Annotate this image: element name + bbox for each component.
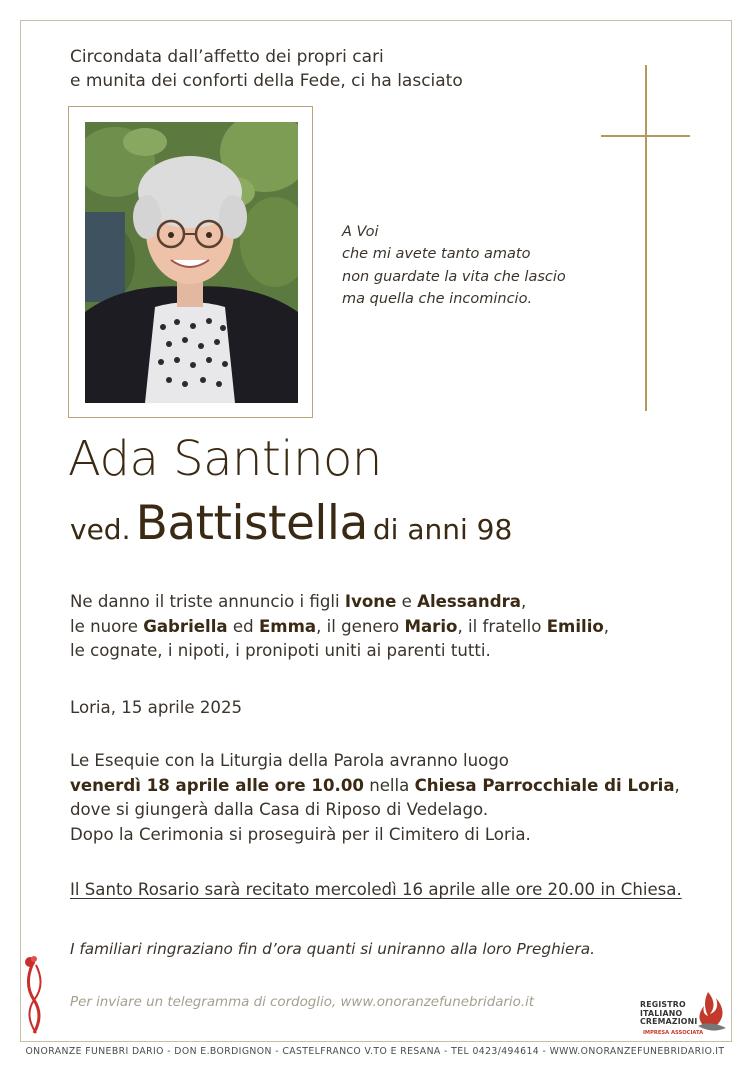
- logo-line-2: ITALIANO: [640, 1008, 683, 1018]
- text: ,: [603, 616, 610, 636]
- church-name: Chiesa Parrocchiale di Loria: [414, 775, 675, 795]
- relative-name: Gabriella: [143, 616, 228, 636]
- announcement: [70, 590, 609, 664]
- announcement-line-2: [70, 615, 609, 640]
- child-name: Alessandra: [417, 592, 521, 611]
- place-date: Loria, 15 aprile 2025: [70, 698, 243, 717]
- poem-line-2: che mi avete tanto amato: [342, 246, 531, 263]
- text: ,: [674, 775, 680, 795]
- text: nella: [363, 775, 415, 795]
- portrait-photo: [85, 122, 298, 403]
- cross-vertical: [645, 65, 647, 411]
- cross-horizontal: [601, 135, 690, 137]
- text: le nuore: [70, 616, 144, 636]
- married-name-line: [70, 496, 512, 551]
- logo-text: [640, 1001, 697, 1027]
- funeral-line-2: [70, 774, 680, 799]
- married-name: Battistella: [135, 496, 368, 551]
- intro-line-1: Circondata dall’affetto dei propri cari: [70, 47, 384, 67]
- relative-name: Mario: [404, 616, 458, 636]
- age-text: di anni 98: [372, 513, 513, 546]
- poem: [342, 221, 566, 310]
- logo-subtitle: IMPRESA ASSOCIATA: [643, 1030, 704, 1036]
- cremation-registry-logo: [640, 990, 732, 1038]
- announcement-line-1: [70, 590, 609, 615]
- funeral-line-4: Dopo la Cerimonia si proseguirà per il Cimitero di Loria.: [70, 824, 531, 844]
- funeral-details: [70, 749, 680, 847]
- funeral-datetime: venerdì 18 aprile alle ore 10.00: [70, 775, 364, 795]
- footer-contact: ONORANZE FUNEBRI DARIO - DON E.BORDIGNON - CASTELFRANCO V.TO E RESANA - TEL 0423/494614 - WWW.ONORANZEFUNEBRIDARIO.IT: [25, 1046, 725, 1057]
- intro-line-2: e munita dei conforti della Fede, ci ha lasciato: [70, 71, 463, 91]
- funeral-line-3: dove si giungerà dalla Casa di Riposo di Vedelago.: [70, 800, 489, 819]
- poem-line-4: ma quella che incomincio.: [342, 290, 533, 307]
- text: e: [396, 592, 418, 611]
- deceased-name: Ada Santinon: [68, 431, 382, 487]
- ved-prefix: ved.: [70, 513, 131, 546]
- relative-name: Emma: [258, 616, 317, 636]
- telegram-text: Per inviare un telegramma di cordoglio, www.onoranzefunebridario.it: [70, 995, 535, 1010]
- logo-line-1: REGISTRO: [640, 1000, 686, 1009]
- poem-line-3: non guardate la vita che lascio: [342, 268, 566, 285]
- flame-icon: [690, 990, 732, 1034]
- text: , il fratello: [457, 616, 547, 636]
- rosary-notice: Il Santo Rosario sarà recitato mercoledì 16 aprile alle ore 20.00 in Chiesa.: [70, 880, 682, 899]
- logo-line-3: CREMAZIONI: [640, 1017, 698, 1026]
- funeral-line-1: Le Esequie con la Liturgia della Parola avranno luogo: [70, 751, 509, 770]
- relative-name: Emilio: [546, 616, 604, 636]
- intro-text: [70, 45, 463, 93]
- announcement-line-3: le cognate, i nipoti, i pronipoti uniti ai parenti tutti.: [70, 641, 491, 660]
- portrait-illustration: [85, 122, 298, 403]
- text: Ne danno il triste annuncio i figli: [70, 592, 345, 611]
- thanks-text: I familiari ringraziano fin d’ora quanti si uniranno alla loro Preghiera.: [70, 940, 595, 958]
- poem-line-1: A Voi: [342, 224, 379, 240]
- text: ,: [520, 592, 527, 611]
- text: ed: [227, 616, 259, 636]
- text: , il genero: [316, 616, 405, 636]
- memorial-ribbon-icon: [22, 955, 48, 1035]
- child-name: Ivone: [344, 592, 397, 611]
